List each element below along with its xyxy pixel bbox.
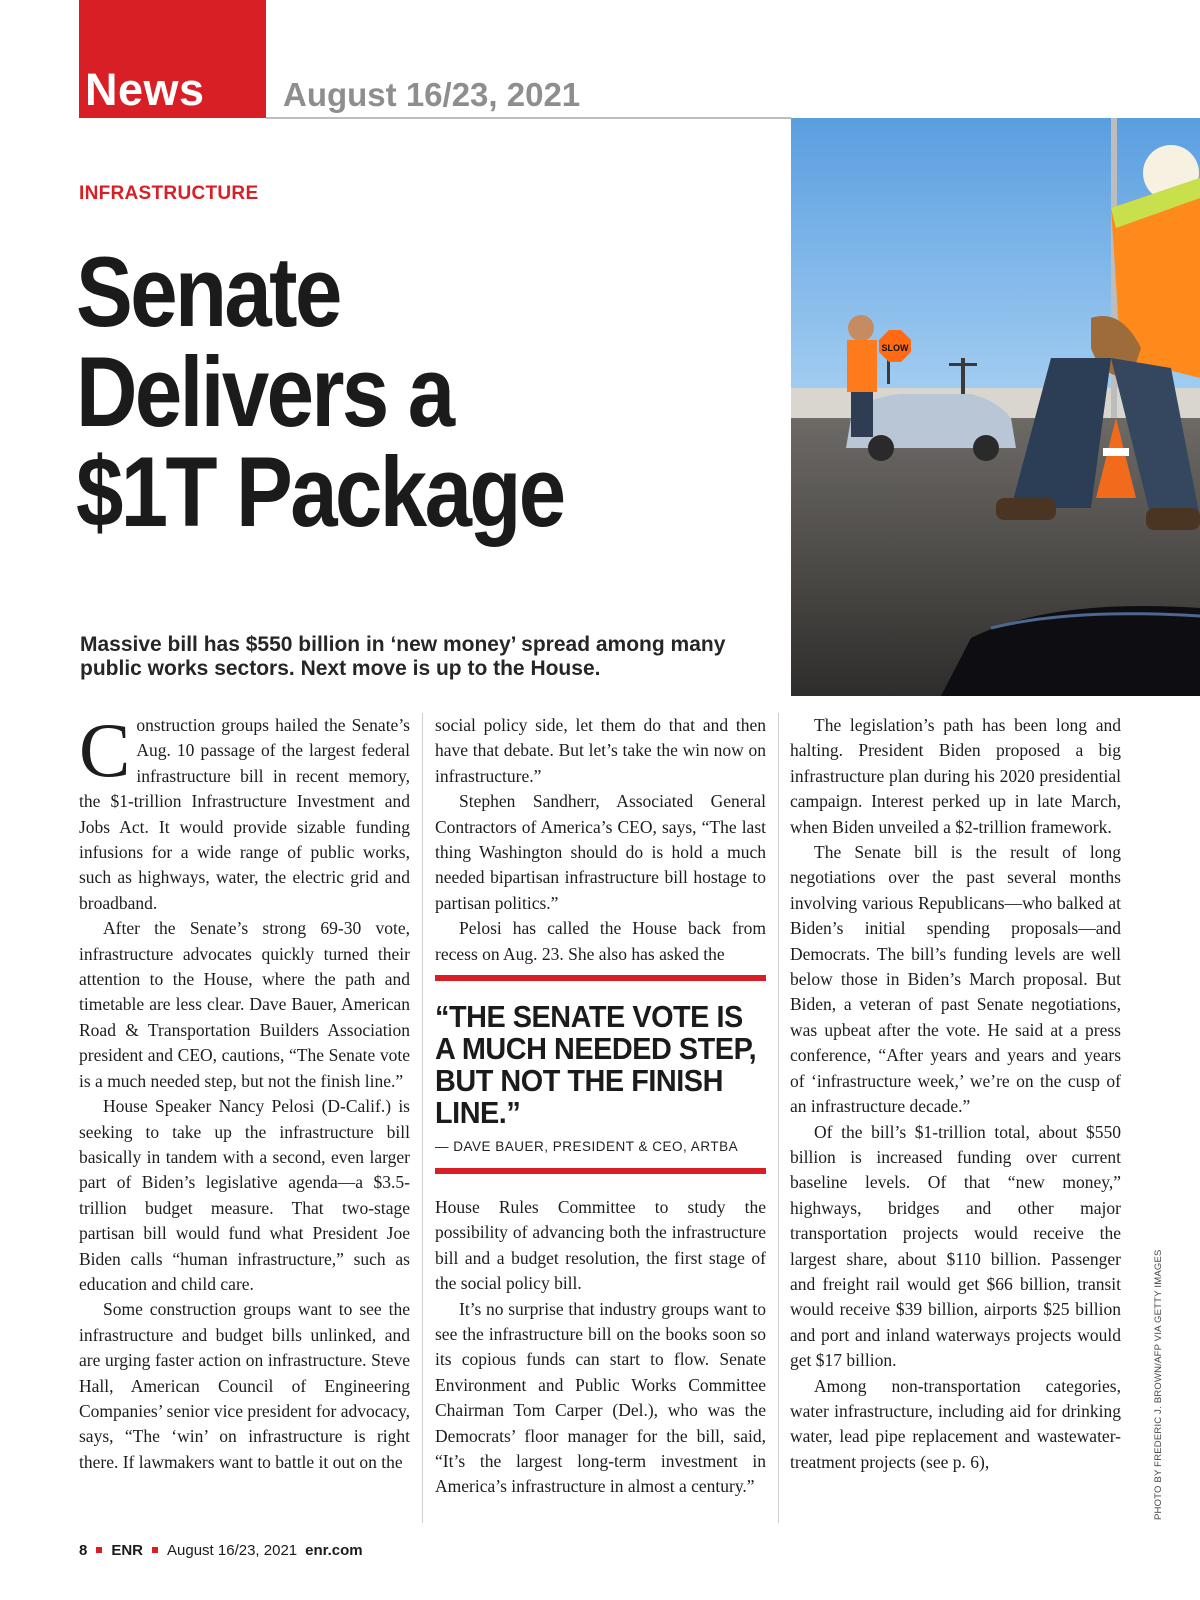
page-number: 8 [79, 1542, 88, 1559]
dek: Massive bill has $550 billion in ‘new money’ spread among many public works sectors. Next move is up to the House. [80, 633, 726, 680]
article-column-2-continued [435, 1195, 766, 1500]
article-column-3 [790, 713, 1121, 1475]
pull-quote-rule [435, 975, 766, 981]
headline-line: $1T Package [76, 436, 564, 547]
magazine-name: ENR [111, 1542, 144, 1559]
pull-quote-text: “THE SENATE VOTE IS A MUCH NEEDED STEP, BUT NOT THE FINISH LINE.” [435, 999, 757, 1130]
paragraph: House Speaker Nancy Pelosi (D-Calif.) is seeking to take up the infrastructure bill basically in tandem with a second, even larger part of Biden’s legislative agenda—a $3.5-trillion budget measure. That two-stage partisan bill would fund what President Joe Biden calls “human infrastructure,” such as education and child care. [79, 1096, 410, 1294]
headline-line: Senate [76, 236, 340, 347]
article-column-1 [79, 707, 410, 1475]
paragraph: social policy side, let them do that and then have that debate. But let’s take the win now on infrastructure.” [435, 715, 766, 786]
photo-credit: PHOTO BY FREDERIC J. BROWN/AFP VIA GETTY IMAGES [1153, 1249, 1164, 1520]
article-photo [791, 118, 1200, 696]
category-label: INFRASTRUCTURE [79, 183, 259, 204]
road-workers-illustration [791, 118, 1200, 696]
article-column-2 [435, 713, 766, 967]
pull-quote-attribution: — DAVE BAUER, PRESIDENT & CEO, ARTBA [435, 1139, 739, 1154]
headline [76, 236, 678, 547]
page-footer [79, 1542, 363, 1559]
headline-line: Delivers a [76, 336, 453, 447]
pull-quote [435, 975, 766, 1170]
paragraph: The Senate bill is the result of long negotiations over the past several months involving various Republicans—who balked at Biden’s initial spending proposals—and Democrats. The bill’s funding levels are well below those in Biden’s March proposal. But Biden, a veteran of past Senate negotiations, was upbeat after the vote. He said at a press conference, “After years and years and years of ‘infrastructure week,’ we’re on the cusp of an infrastructure decade.” [790, 842, 1121, 1117]
column-rule [422, 713, 423, 1523]
section-tag: News [85, 64, 205, 115]
paragraph: Stephen Sandherr, Associated General Contractors of America’s CEO, says, “The last thing Washington should do is hold a much needed bipartisan infrastructure bill hostage to partisan politics.” [435, 791, 766, 913]
slow-sign-text: SLOW [881, 343, 909, 353]
paragraph: Among non-transportation categories, water infrastructure, including aid for drinking water, lead pipe replacement and wastewater-treatment projects (see p. 6), [790, 1375, 1121, 1472]
paragraph: It’s no surprise that industry groups want to see the infrastructure bill on the books soon so its copious funds can start to flow. Senate Environment and Public Works Committee Chairman Tom Carper (Del.), who was the Democrats’ floor manager for the bill, said, “It’s the largest long-term investment in America’s infrastructure in almost a century.” [435, 1298, 766, 1497]
pull-quote-rule [435, 1168, 766, 1174]
paragraph: House Rules Committee to study the possibility of advancing both the infrastructure bill and a budget resolution, the first stage of the social policy bill. [435, 1197, 766, 1294]
drop-cap: C [79, 707, 131, 793]
issue-date: August 16/23, 2021 [283, 76, 581, 113]
footer-date: August 16/23, 2021 [167, 1542, 298, 1559]
paragraph: Pelosi has called the House back from recess on Aug. 23. She also has asked the [435, 918, 766, 964]
paragraph: Of the bill’s $1-trillion total, about $550 billion is increased funding over current baseline levels. Of that “new money,” highways, bridges and other major transportation projects would receive the largest share, about $110 billion. Passenger and freight rail would get $66 billion, transit would receive $39 billion, airports $25 billion and port and inland waterways projects would get $17 billion. [790, 1121, 1121, 1371]
separator-square-icon [152, 1547, 158, 1553]
website-link[interactable]: enr.com [305, 1542, 363, 1559]
paragraph: The legislation’s path has been long and halting. President Biden proposed a big infrastructure plan during his 2020 presidential campaign. Interest perked up in late March, when Biden unveiled a $2-trillion framework. [790, 715, 1121, 837]
separator-square-icon [96, 1547, 102, 1553]
paragraph: After the Senate’s strong 69-30 vote, infrastructure advocates quickly turned their attention to the House, where the path and timetable are less clear. Dave Bauer, American Road & Transportation Builders Association president and CEO, cautions, “The Senate vote is a much needed step, but not the finish line.” [79, 918, 410, 1091]
paragraph: Construction groups hailed the Senate’s Aug. 10 passage of the largest federal infrastructure bill in recent memory, the $1-trillion Infrastructure Investment and Jobs Act. It would provide sizable funding infusions for a wide range of public works, such as highways, water, the electric grid and broadband. [79, 707, 410, 913]
header-rule [266, 117, 791, 119]
section-tag-block [79, 0, 266, 118]
paragraph: Some construction groups want to see the infrastructure and budget bills unlinked, and are urging faster action on infrastructure. Steve Hall, American Council of Engineering Companies’ senior vice president for advocacy, says, “The ‘win’ on infrastructure is right there. If lawmakers want to battle it out on the [79, 1299, 410, 1472]
column-rule [778, 713, 779, 1523]
